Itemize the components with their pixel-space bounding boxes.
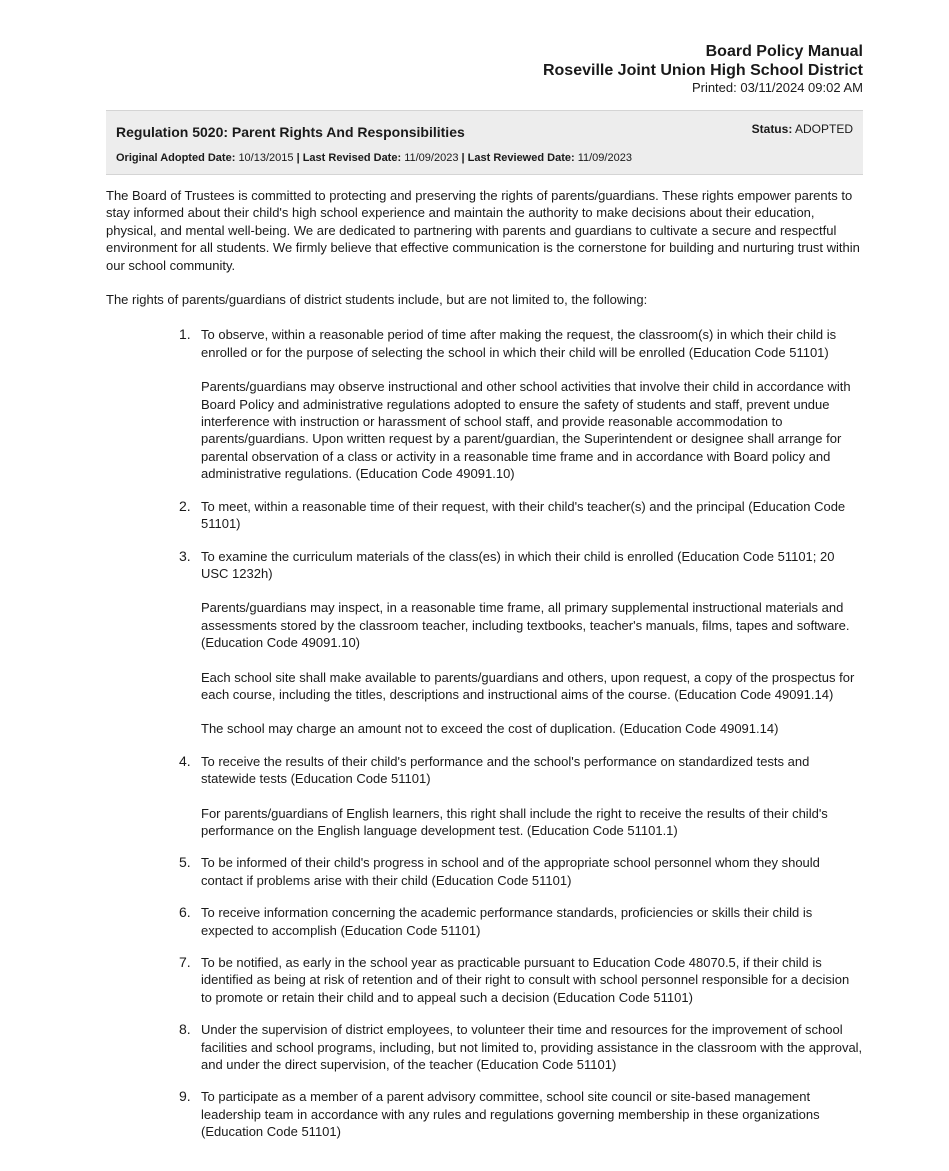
rights-list-item [106,753,863,840]
list-item-number: 8. [179,1021,191,1038]
list-item-text: To participate as a member of a parent advisory committee, school site council or site-based management leadership team in accordance with any rules and regulations governing membership in these organizations (Education Code 51101) [201,1089,820,1140]
original-date-value: 10/13/2015 [238,152,294,164]
list-item-number: 9. [179,1088,191,1105]
district-name: Roseville Joint Union High School District [542,62,863,79]
status-value: ADOPTED [794,122,853,136]
rights-list-item [106,1021,863,1073]
status-label: Status: [751,122,793,136]
reviewed-date-value: 11/09/2023 [577,152,632,164]
list-item-text: Under the supervision of district employees, to volunteer their time and resources for the improvement of school facilities and school programs, including, but not limited to, providing assistance in the classroom with the approval, and under the direct supervision, of the teacher (Education Code 51101) [201,1022,863,1073]
list-item-number: 4. [179,752,191,769]
list-item-subparagraph: For parents/guardians of English learners, this right shall include the right to receive the results of their child's performance on the English language development test. (Education Code 51101.1) [201,805,828,838]
list-item-text: To observe, within a reasonable period of time after making the request, the classroom(s) in which their child is enrolled or for the purpose of selecting the school in which their child will be enrolled (Education Code 51101) [201,327,837,360]
list-item-number: 1. [179,326,191,343]
date-separator: | [296,152,300,164]
revised-date-label: Last Revised Date: [302,152,402,164]
list-item-text: To receive the results of their child's performance and the school's performance on standardized tests and statewide tests (Education Code 51101) [201,753,810,787]
date-separator: | [461,152,465,164]
revised-date-value: 11/09/2023 [404,152,459,164]
list-item-text: To meet, within a reasonable time of their request, with their child's teacher(s) and the principal (Education Code 51101) [201,498,846,532]
printed-timestamp: Printed: 03/11/2024 09:02 AM [691,80,863,95]
list-item-text: To be informed of their child's progress in school and of the appropriate school personnel whom they should contact if problems arise with their child (Education Code 51101) [201,855,820,888]
list-item-number: 3. [179,547,191,564]
list-item-number: 2. [179,497,191,514]
intro-paragraph: The Board of Trustees is committed to protecting and preserving the rights of parents/guardians. These rights empower parents to stay informed about their child's high school experience and maintain the authority to make decisions about their education, physical, and mental well-being. We are dedicated to partnering with parents and guardians to cultivate a secure and respectful environment for all students. We firmly believe that effective communication is the cornerstone for building and nurturing trust within our school community. [106,188,860,273]
rights-list-item [106,954,863,1006]
list-item-text: To be notified, as early in the school year as practicable pursuant to Education Code 48070.5, if their child is identified as being at risk of retention and of their right to consult with school personnel responsible for a decision to promote or retain their child and to appeal such a decision (Education Code 51101) [201,955,850,1005]
list-item-subparagraph: Parents/guardians may inspect, in a reasonable time frame, all primary supplemental instructional materials and assessments stored by the classroom teacher, including textbooks, teacher's manuals, films, tapes and software. (Education Code 49091.10) [201,600,850,651]
list-item-text: To examine the curriculum materials of the class(es) in which their child is enrolled (Education Code 51101; 20 USC 1232h) [201,548,835,581]
rights-list-item [106,904,863,939]
list-item-subparagraph: The school may charge an amount not to exceed the cost of duplication. (Education Code 49091.14) [201,721,779,737]
rights-list-item [106,854,863,889]
list-item-text: To receive information concerning the academic performance standards, proficiencies or skills their child is expected to accomplish (Education Code 51101) [201,905,813,938]
reviewed-date-label: Last Reviewed Date: [467,152,575,164]
document-page [106,0,863,1156]
list-item-subparagraph: Parents/guardians may observe instructional and other school activities that involve their child in accordance with Board Policy and administrative regulations adopted to ensure the safety of students and staff, prevent undue interference with instruction or harassment of school staff, and provide reasonable accommodation to parents/guardians. Upon written request by a parent/guardian, the Superintendent or designee shall arrange for parental observation of a class or activity in a reasonable time frame and in accordance with Board policy and administrative regulations. (Education Code 49091.10) [201,379,851,482]
rights-list-item [106,548,863,738]
rights-list-item [106,326,863,482]
rights-intro-paragraph: The rights of parents/guardians of district students include, but are not limited to, the following: [106,292,648,308]
rights-list-item [106,498,863,533]
list-item-number: 7. [179,954,191,970]
regulation-dates [116,151,853,165]
regulation-title: Regulation 5020: Parent Rights And Responsibilities [116,124,465,140]
status-badge [752,121,853,138]
rights-list [106,326,863,1140]
list-item-number: 5. [179,854,191,871]
regulation-info-box [106,110,863,175]
rights-list-item [106,1088,863,1140]
original-date-label: Original Adopted Date: [116,152,236,164]
manual-title: Board Policy Manual [705,43,863,60]
list-item-number: 6. [179,904,191,921]
document-header [106,42,863,96]
list-item-subparagraph: Each school site shall make available to parents/guardians and others, upon request, a copy of the prospectus for each course, including the titles, descriptions and instructional aims of the course. (Education Code 49091.14) [201,669,855,702]
